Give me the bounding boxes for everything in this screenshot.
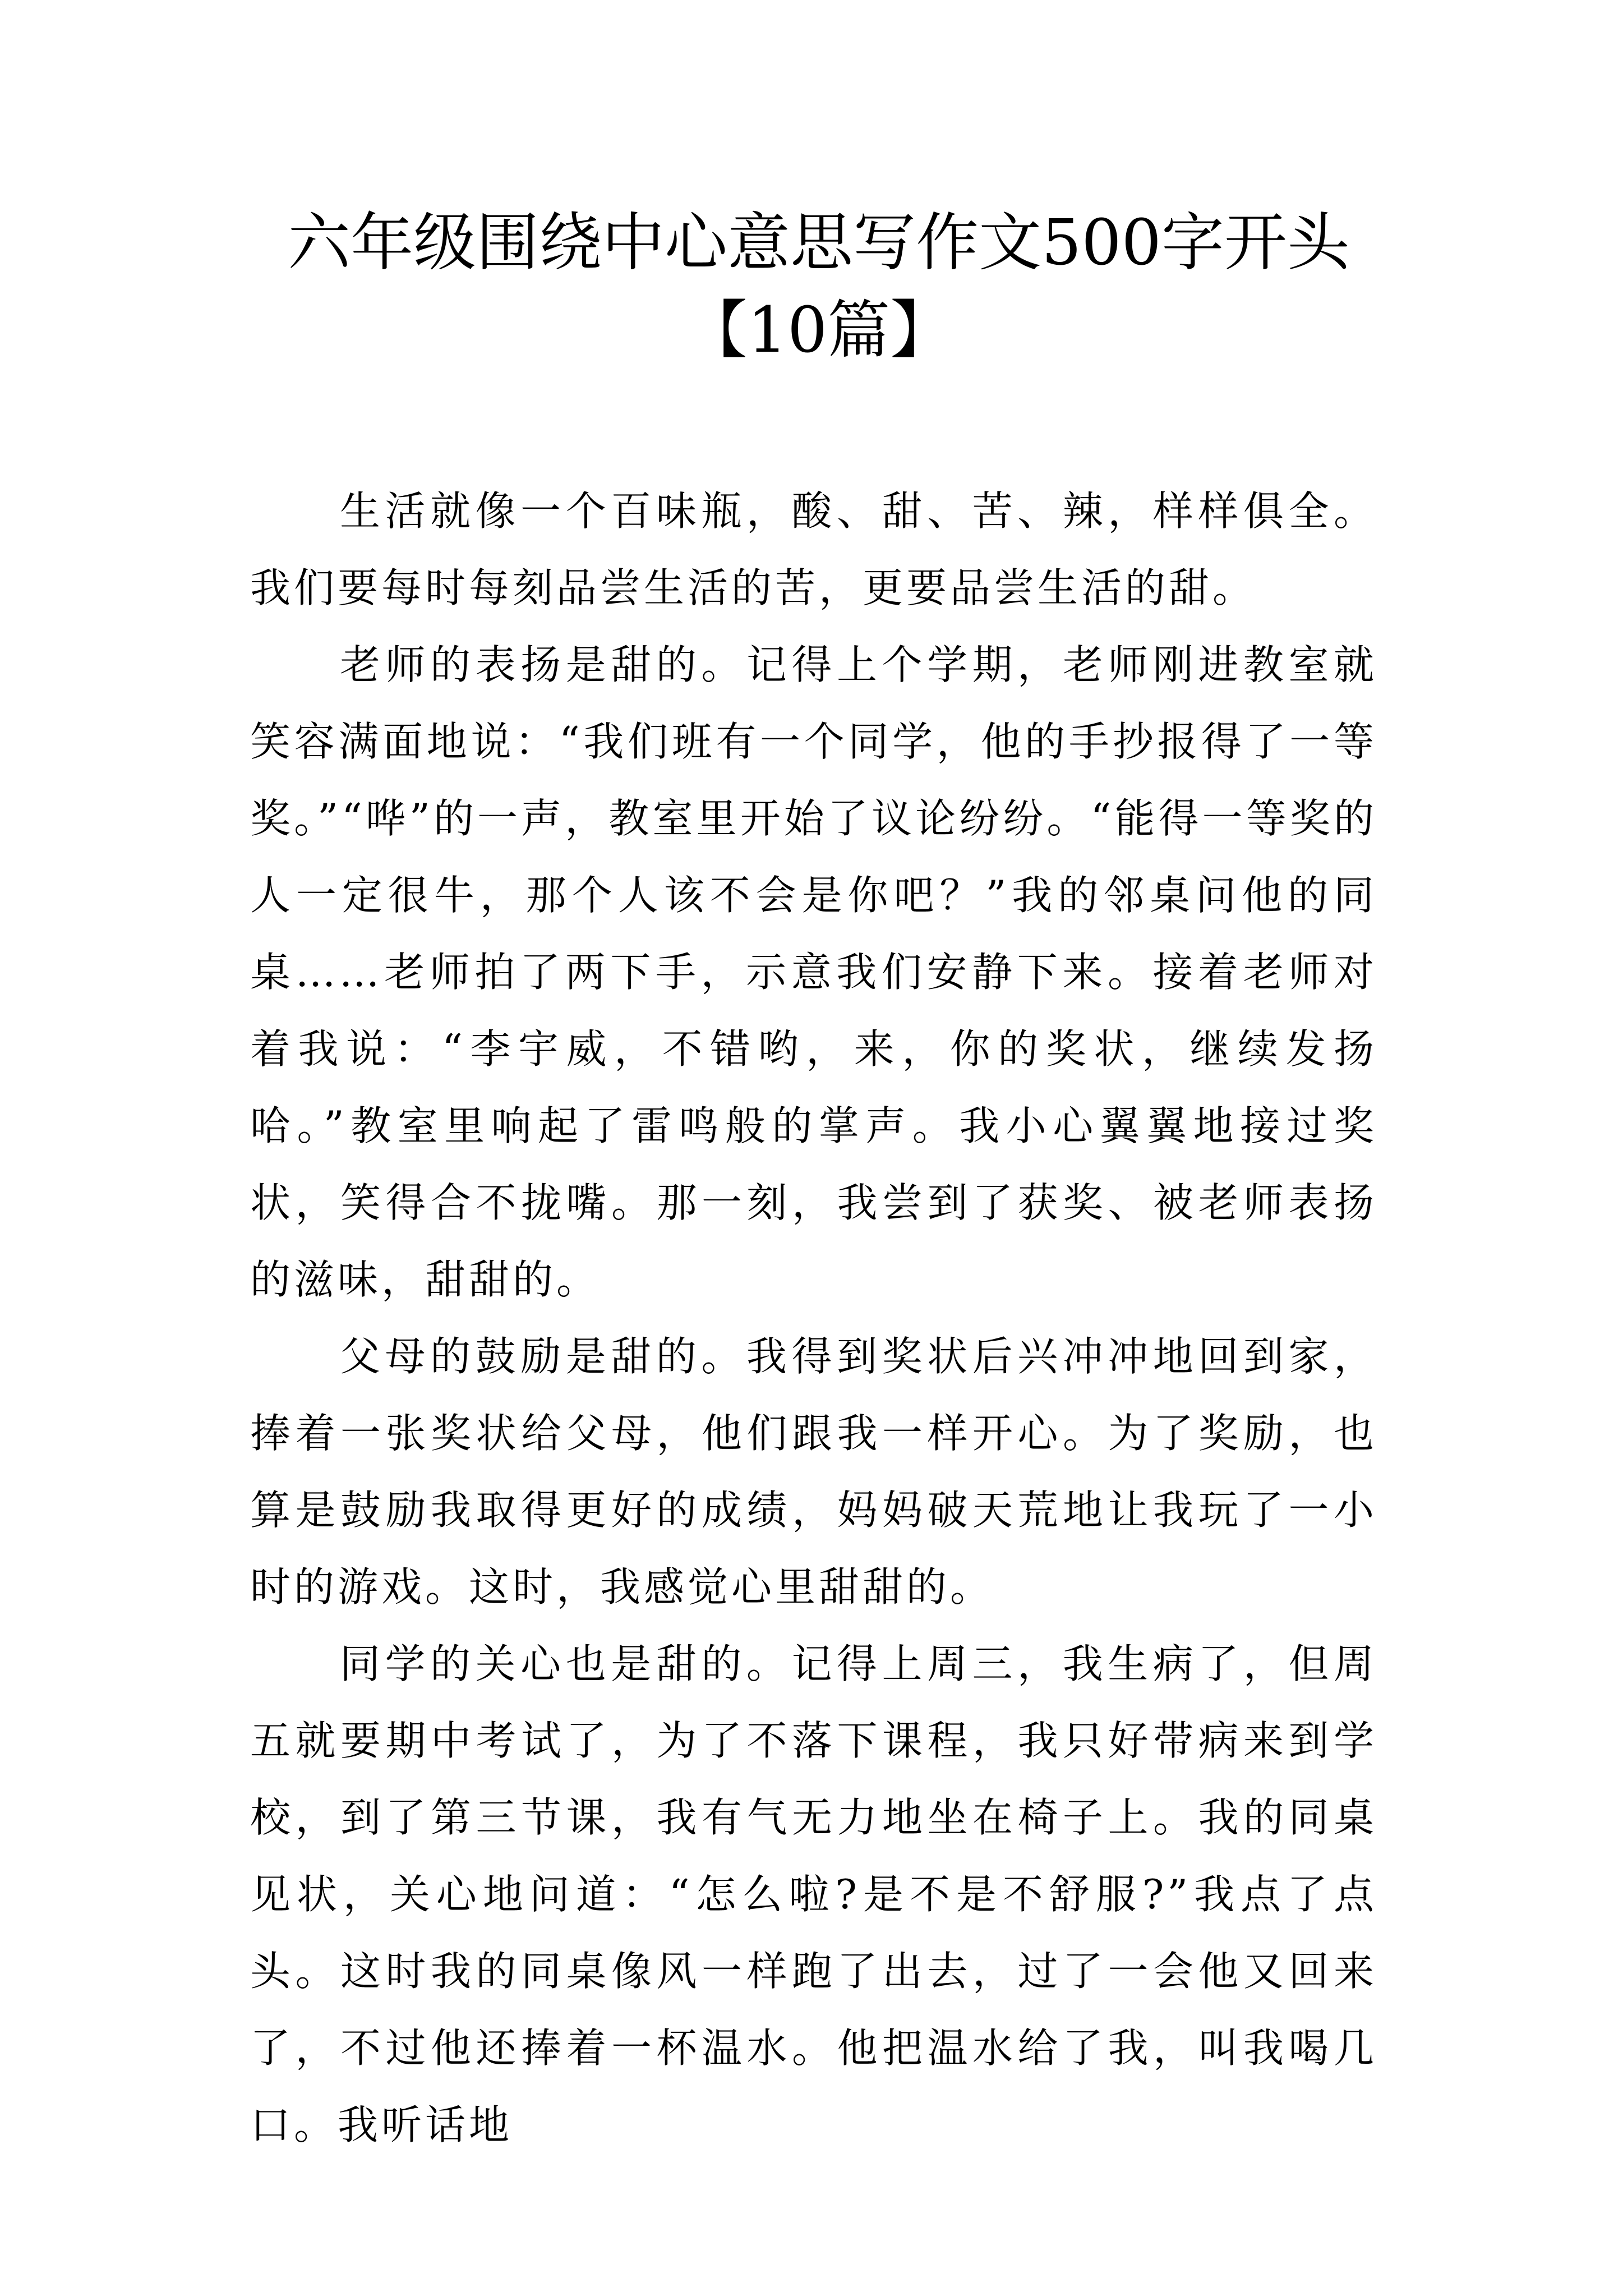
document-title: 六年级围绕中心意思写作文500字开头【10篇】 [288, 206, 1350, 367]
paragraph-parents-encouragement: 父母的鼓励是甜的。我得到奖状后兴冲冲地回到家，捧着一张奖状给父母，他们跟我一样开心。为了奖励，也算是鼓励我取得更好的成绩，妈妈破天荒地让我玩了一小时的游戏。这时，我感觉心里甜甜的。 [250, 1333, 1377, 1611]
paragraph-teacher-praise: 老师的表扬是甜的。记得上个学期，老师刚进教室就笑容满面地说：“我们班有一个同学，他的手抄报得了一等奖。”“哗”的一声，教室里开始了议论纷纷。“能得一等奖的人一定很牛，那个人该不会是你吧？”我的邻桌问他的同桌……老师拍了两下手，示意我们安静下来。接着老师对着我说：“李宇威，不错哟，来，你的奖状，继续发扬哈。”教室里响起了雷鸣般的掌声。我小心翼翼地接过奖状，笑得合不拢嘴。那一刻，我尝到了获奖、被老师表扬的滋味，甜甜的。 [250, 641, 1377, 1303]
paragraph-classmate-care: 同学的关心也是甜的。记得上周三，我生病了，但周五就要期中考试了，为了不落下课程，我只好带病来到学校，到了第三节课，我有气无力地坐在椅子上。我的同桌见状，关心地问道：“怎么啦?是不是不舒服?”我点了点头。这时我的同桌像风一样跑了出去，过了一会他又回来了，不过他还捧着一杯温水。他把温水给了我，叫我喝几口。我听话地 [250, 1640, 1377, 2148]
paragraph-intro: 生活就像一个百味瓶，酸、甜、苦、辣，样样俱全。我们要每时每刻品尝生活的苦，更要品尝生活的甜。 [250, 487, 1377, 611]
document-body [250, 473, 1377, 2164]
